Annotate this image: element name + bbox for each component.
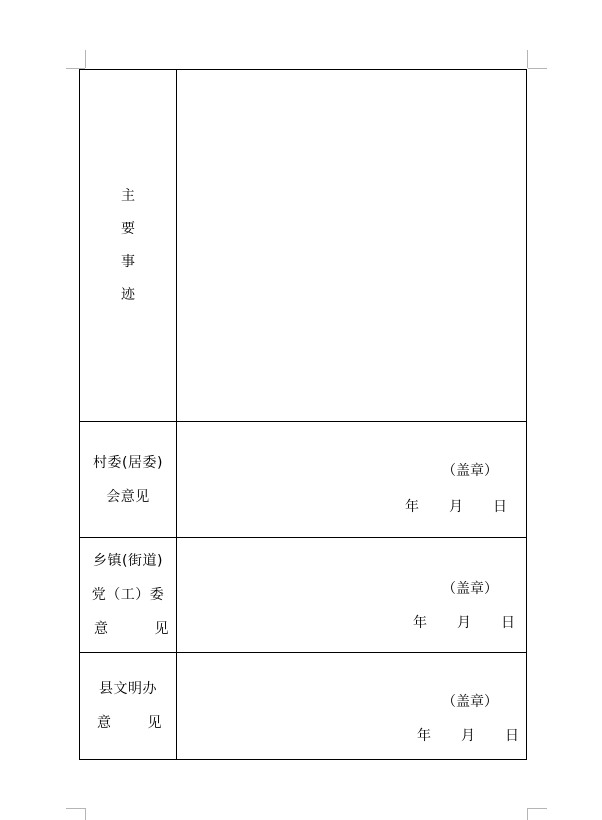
crop-mark (528, 808, 547, 809)
town-opinion-content[interactable] (177, 538, 527, 653)
date-month: 月 (457, 615, 471, 631)
crop-mark (85, 808, 86, 820)
label-line: 党（工）委 (91, 587, 165, 603)
village-opinion-label (80, 422, 177, 538)
label-line (80, 706, 176, 740)
date-day: 日 (501, 615, 515, 631)
label-char: 意 (97, 715, 112, 731)
label-line: 县文明办 (99, 681, 157, 697)
county-opinion-label (80, 653, 177, 760)
label-char: 见 (147, 715, 162, 731)
stamp-text: （盖章） (442, 694, 498, 710)
label-char: 主 (121, 187, 135, 204)
date-line (413, 612, 515, 632)
label-char: 要 (121, 220, 135, 237)
village-opinion-content[interactable] (177, 422, 527, 538)
row-town-opinion (80, 538, 527, 653)
county-opinion-content[interactable] (177, 653, 527, 760)
row-main-deeds (80, 70, 527, 422)
town-opinion-label (80, 538, 177, 653)
date-line (405, 496, 507, 516)
date-month: 月 (449, 499, 463, 515)
row-village-opinion (80, 422, 527, 538)
crop-mark (528, 68, 547, 69)
label-char: 意 (94, 621, 109, 637)
label-line: 乡镇(街道) (93, 553, 163, 569)
label-line (80, 612, 176, 646)
date-day: 日 (505, 728, 519, 744)
nomination-form-table (79, 69, 527, 760)
stamp-text: （盖章） (442, 463, 498, 479)
label-char: 见 (154, 621, 169, 637)
date-year: 年 (413, 615, 427, 631)
crop-mark (66, 808, 85, 809)
crop-mark (527, 50, 528, 68)
stamp-text: （盖章） (442, 581, 498, 597)
crop-mark (85, 50, 86, 68)
date-year: 年 (417, 728, 431, 744)
date-line (417, 725, 519, 745)
label-line: 村委(居委) (93, 454, 163, 471)
date-day: 日 (493, 499, 507, 515)
date-month: 月 (461, 728, 475, 744)
label-char: 事 (121, 253, 135, 270)
row-county-opinion (80, 653, 527, 760)
main-deeds-label (80, 70, 177, 422)
date-year: 年 (405, 499, 419, 515)
label-char: 迹 (121, 286, 135, 303)
label-line: 会意见 (106, 488, 150, 505)
main-deeds-content[interactable] (177, 70, 527, 422)
crop-mark (527, 808, 528, 820)
